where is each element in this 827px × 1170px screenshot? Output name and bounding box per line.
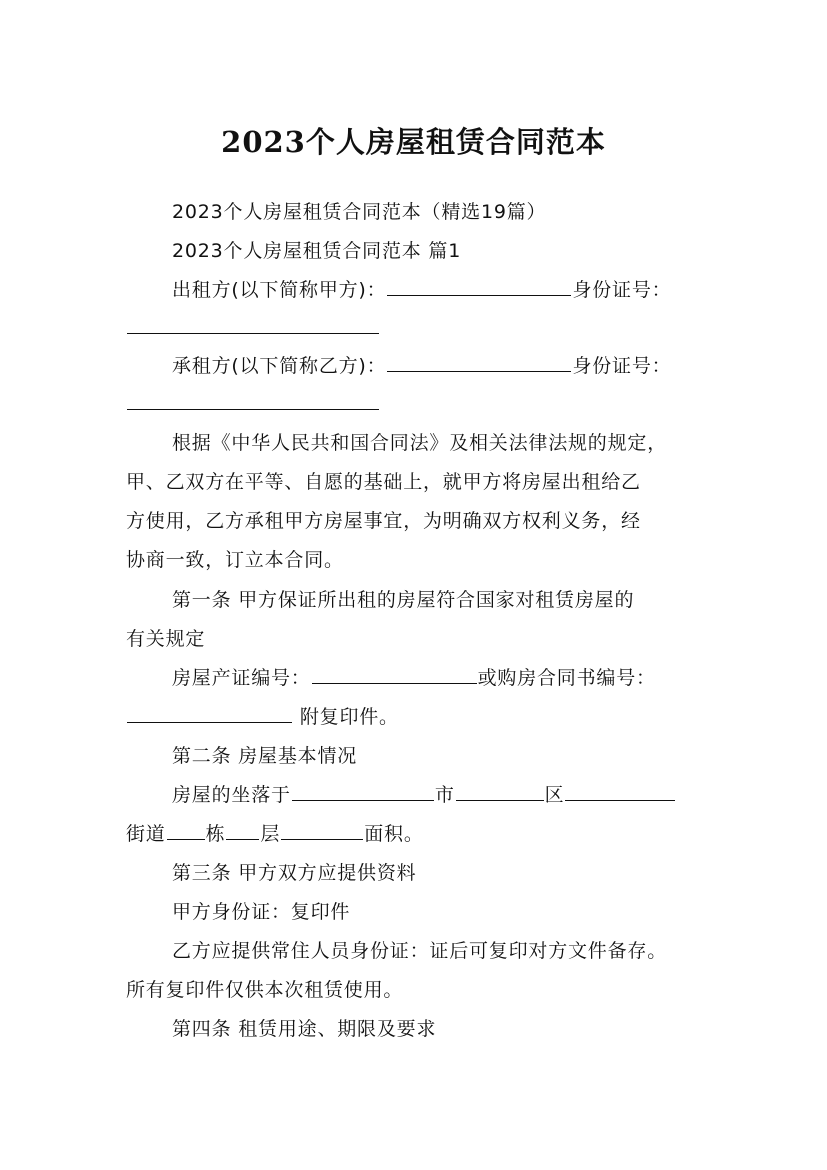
city-label: 市 bbox=[434, 784, 455, 806]
certificate-number-blank bbox=[312, 661, 477, 684]
paragraph-text: 根据《中华人民共和国合同法》及相关法律法规的规定， bbox=[172, 432, 668, 454]
paragraph-line bbox=[126, 463, 710, 501]
article-2-text: 第二条 房屋基本情况 bbox=[172, 745, 358, 767]
subtitle-text: 2023个人房屋租赁合同范本（精选19篇） bbox=[172, 201, 547, 223]
section-heading bbox=[172, 232, 712, 270]
lessor-line bbox=[172, 271, 712, 309]
article-1-heading bbox=[172, 581, 712, 619]
article-4-text: 第四条 租赁用途、期限及要求 bbox=[172, 1018, 437, 1040]
building-blank bbox=[167, 817, 205, 840]
purchase-contract-number-line bbox=[126, 698, 710, 736]
lessee-id-line bbox=[126, 385, 710, 423]
paragraph-text: 协商一致，订立本合同。 bbox=[126, 549, 344, 571]
copy-use-line bbox=[126, 971, 710, 1009]
party-a-id-line bbox=[172, 893, 712, 931]
property-detail-line bbox=[126, 815, 710, 853]
article-2-heading bbox=[172, 737, 712, 775]
district-blank bbox=[456, 778, 544, 801]
article-4-heading bbox=[172, 1010, 712, 1048]
party-b-id-text: 乙方应提供常住人员身份证：证后可复印对方文件备存。 bbox=[172, 940, 668, 962]
paragraph-line bbox=[172, 424, 712, 462]
area-blank bbox=[281, 817, 363, 840]
paragraph-text: 甲、乙双方在平等、自愿的基础上，就甲方将房屋出租给乙 bbox=[126, 471, 641, 493]
street-blank bbox=[565, 778, 675, 801]
district-label: 区 bbox=[544, 784, 565, 806]
document-title: 2023个人房屋租赁合同范本 bbox=[221, 125, 606, 160]
article-1-continuation bbox=[126, 620, 710, 658]
lessor-label: 出租方(以下简称甲方)： bbox=[172, 279, 387, 301]
floor-label: 层 bbox=[260, 823, 281, 845]
article-3-text: 第三条 甲方双方应提供资料 bbox=[172, 862, 417, 884]
lessee-id-label: 身份证号： bbox=[572, 355, 672, 377]
attachment-note: 附复印件。 bbox=[299, 706, 399, 728]
street-label: 街道 bbox=[126, 823, 166, 845]
lessee-label: 承租方(以下简称乙方)： bbox=[172, 355, 387, 377]
lessor-name-blank bbox=[387, 273, 571, 296]
paragraph-text: 方使用，乙方承租甲方房屋事宜，为明确双方权利义务，经 bbox=[126, 510, 641, 532]
location-label: 房屋的坐落于 bbox=[172, 784, 291, 806]
area-label: 面积。 bbox=[364, 823, 424, 845]
floor-blank bbox=[226, 817, 259, 840]
lessee-name-blank bbox=[387, 349, 571, 372]
article-3-heading bbox=[172, 854, 712, 892]
party-b-id-line bbox=[172, 932, 712, 970]
property-certificate-line bbox=[172, 659, 712, 697]
article-1-continuation-text: 有关规定 bbox=[126, 628, 206, 650]
party-a-id-text: 甲方身份证：复印件 bbox=[172, 901, 351, 923]
lessee-line bbox=[172, 347, 712, 385]
building-label: 栋 bbox=[205, 823, 226, 845]
purchase-contract-label: 或购房合同书编号： bbox=[477, 667, 656, 689]
document-subtitle bbox=[172, 193, 712, 231]
section-heading-text: 2023个人房屋租赁合同范本 篇1 bbox=[172, 240, 462, 262]
lessor-id-label: 身份证号： bbox=[572, 279, 672, 301]
purchase-contract-number-blank bbox=[127, 700, 292, 723]
lessor-id-line bbox=[126, 309, 710, 347]
certificate-label: 房屋产证编号： bbox=[172, 667, 311, 689]
copy-use-text: 所有复印件仅供本次租赁使用。 bbox=[126, 979, 404, 1001]
lessee-id-blank bbox=[127, 387, 379, 410]
city-blank bbox=[292, 778, 434, 801]
lessor-id-blank bbox=[127, 311, 379, 334]
paragraph-line bbox=[126, 502, 710, 540]
article-1-text: 第一条 甲方保证所出租的房屋符合国家对租赁房屋的 bbox=[172, 589, 635, 611]
paragraph-line bbox=[126, 541, 710, 579]
property-location-line bbox=[172, 776, 712, 814]
